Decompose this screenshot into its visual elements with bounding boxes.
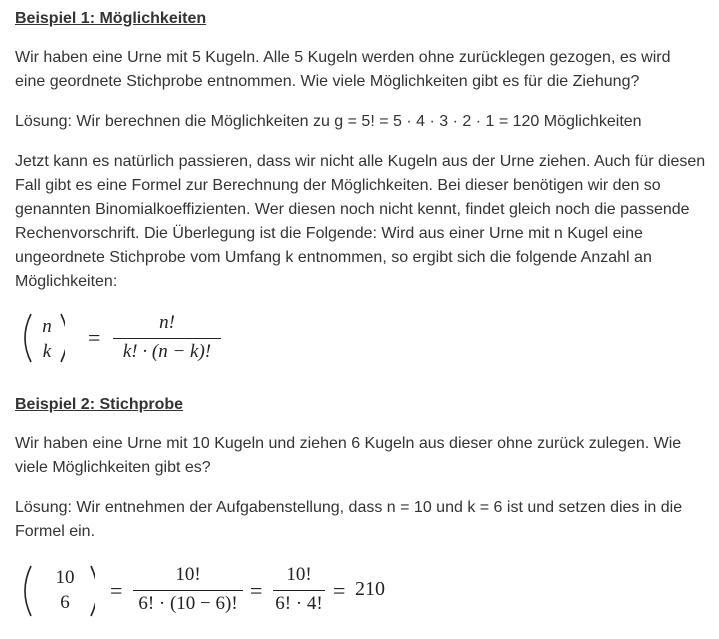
equals-sign-2: = (250, 578, 263, 603)
example2-binomial-bottom: 6 (60, 592, 70, 613)
equals-sign-1: = (110, 578, 123, 603)
binomial-formula (15, 308, 275, 368)
example2-heading: Beispiel 2: Stichprobe (15, 396, 184, 413)
example1-task-text: Wir haben eine Urne mit 5 Kugeln. Alle 5 Kugeln werden ohne zurücklegen gezogen, es wird eine geordnete Stichprobe entnommen. Wie viele Möglichkeiten gibt es für die Ziehung? (15, 49, 671, 90)
example1-solution (15, 110, 715, 134)
equals-sign: = (88, 325, 101, 350)
fraction2-bar (273, 590, 325, 591)
fraction-denominator: k! · (n − k)! (122, 341, 212, 362)
example1-task (15, 46, 695, 94)
fraction-numerator: n! (159, 312, 175, 333)
example2-formula (15, 560, 415, 624)
result-value: 210 (355, 578, 385, 600)
example1-section (15, 9, 715, 29)
fraction1-denominator: 6! · (10 − 6)! (138, 593, 238, 614)
example1-heading: Beispiel 1: Möglichkeiten (15, 10, 207, 27)
example2-solution-text: Lösung: Wir entnehmen der Aufgabenstellung, dass n = 10 und k = 6 ist und setzen dies in die Formel ein. (15, 499, 683, 540)
fraction2-numerator: 10! (286, 564, 312, 585)
example2-fraction-2 (273, 564, 325, 615)
example2-task (15, 432, 705, 480)
binomial-bottom: k (42, 341, 52, 362)
intro-paragraph (15, 150, 711, 294)
example1-solution-text: Lösung: Wir berechnen die Möglichkeiten zu g = 5! = 5 · 4 · 3 · 2 · 1 = 120 Möglichkeiten (15, 113, 642, 130)
example2-fraction-1 (133, 564, 243, 615)
fraction2-denominator: 6! · 4! (275, 593, 323, 614)
binomial-fraction (113, 312, 221, 363)
example2-task-text: Wir haben eine Urne mit 10 Kugeln und ziehen 6 Kugeln aus dieser ohne zurück zulegen. Wie viele Möglichkeiten gibt es? (15, 435, 682, 476)
fraction1-bar (133, 590, 243, 591)
binomial-top: n (42, 316, 52, 337)
fraction1-numerator: 10! (175, 564, 201, 585)
example2-section (15, 395, 715, 415)
intro-text: Jetzt kann es natürlich passieren, dass wir nicht alle Kugeln aus der Urne ziehen. Auch für diesen Fall gibt es eine Formel zur Berechnung der Möglichkeiten. Bei dieser benötigen wir den so genannten Binomialkoeffizienten. Wer diesen noch nicht kennt, findet gleich noch die passende Rechenvorschrift. Die Überlegung ist die Folgende: Wird aus einer Urne mit n Kugel eine ungeordnete Stichprobe vom Umfang k entnommen, so ergibt sich die folgende Anzahl an Möglichkeiten: (15, 153, 706, 290)
example2-solution (15, 496, 705, 544)
fraction-bar (113, 338, 221, 339)
equals-sign-3: = (333, 578, 346, 603)
example2-binomial-top: 10 (55, 567, 75, 588)
